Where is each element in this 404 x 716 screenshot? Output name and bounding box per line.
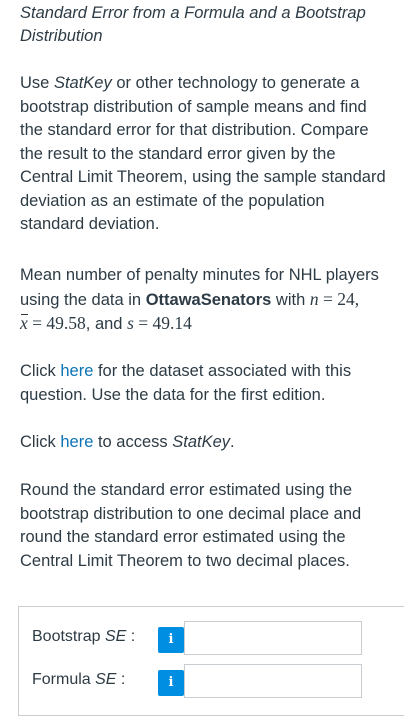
formula-se-row xyxy=(19,662,404,698)
formula-se-label xyxy=(32,671,125,689)
statkey-click-text: Click xyxy=(20,433,61,451)
dataset-after-text: for the dataset associated with this question. Use the data for the first edition. xyxy=(20,362,352,404)
intro-text-2: or other technology to generate a bootstrap distribution of sample means and find the standard error for that distribution. Compare the result to the standard error given by the Central Limit Theorem, using the sample standard deviation as an estimate of the population standard deviation. xyxy=(20,74,386,233)
bootstrap-se-label xyxy=(32,628,135,646)
bootstrap-se-input[interactable] xyxy=(184,621,362,655)
statkey-after-text: to access xyxy=(93,433,173,451)
statkey-link[interactable]: here xyxy=(60,433,94,451)
rounding-instructions: Round the standard error estimated using the bootstrap distribution to one decimal place and round the standard error estimated using the Central Limit Theorem to two decimal places. xyxy=(20,481,362,570)
formula-label-colon: : xyxy=(116,671,126,688)
formula-label-se: SE xyxy=(95,671,117,688)
s-value: = 49.14 xyxy=(133,313,192,333)
info-icon[interactable]: i xyxy=(158,670,184,696)
n-value: = 24, xyxy=(318,288,360,309)
question-title: Standard Error from a Formula and a Bootstrap Distribution xyxy=(20,4,366,45)
bootstrap-label-colon: : xyxy=(126,628,136,645)
with-text: with xyxy=(271,290,310,309)
info-icon[interactable]: i xyxy=(158,627,184,653)
statkey-name: StatKey xyxy=(53,74,112,92)
n-symbol: n xyxy=(309,288,319,309)
formula-label-text: Formula xyxy=(32,671,96,688)
dataset-name: OttawaSenators xyxy=(145,290,272,309)
dataset-click-text: Click xyxy=(20,362,61,380)
statkey-end: . xyxy=(230,433,235,451)
bootstrap-label-text: Bootstrap xyxy=(32,628,105,645)
and-text: , and xyxy=(85,315,128,333)
s-symbol: s xyxy=(127,313,134,333)
data-text: Mean number of penalty minutes for NHL players using the data in xyxy=(20,266,379,309)
bootstrap-label-se: SE xyxy=(104,628,127,645)
question-intro xyxy=(20,72,392,237)
statkey-name-2: StatKey xyxy=(172,433,231,451)
dataset-paragraph xyxy=(20,360,392,407)
formula-se-input[interactable] xyxy=(184,664,362,698)
xbar-value: = 49.58 xyxy=(27,313,86,333)
xbar-symbol: x xyxy=(20,312,28,336)
statkey-paragraph xyxy=(20,431,392,455)
bootstrap-se-row xyxy=(19,619,404,655)
dataset-link[interactable]: here xyxy=(60,362,94,380)
intro-text-1: Use xyxy=(20,74,54,92)
data-description xyxy=(20,264,392,337)
